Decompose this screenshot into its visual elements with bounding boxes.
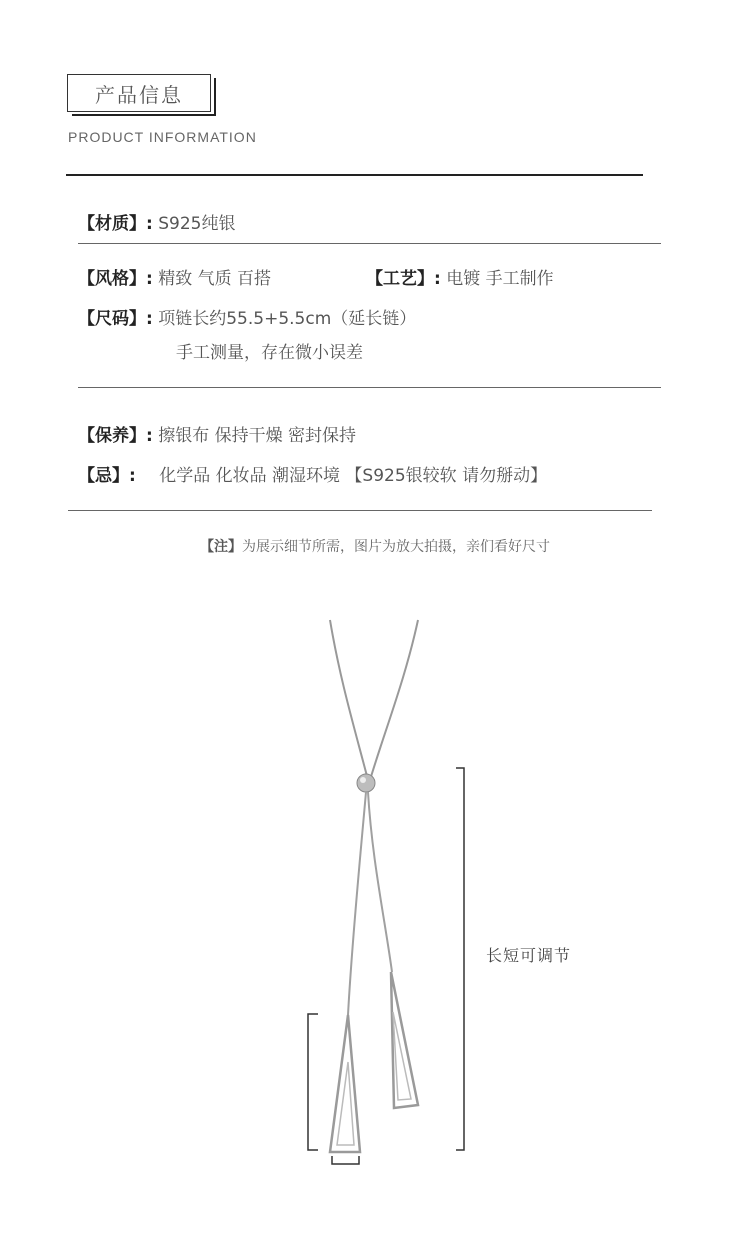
- size-value: 项链长约55.5+5.5cm（延长链）: [158, 309, 417, 329]
- avoid-label: 【忌】:: [78, 466, 136, 486]
- chain-right-upper: [370, 620, 418, 780]
- craft-label: 【工艺】:: [366, 269, 441, 289]
- spec-row-avoid: [78, 461, 547, 486]
- material-value: S925纯银: [158, 214, 236, 234]
- width-bracket-bottom: [332, 1156, 359, 1164]
- length-bracket-right: [456, 768, 464, 1150]
- chain-left-upper: [330, 620, 368, 780]
- section-subtitle: PRODUCT INFORMATION: [68, 129, 257, 145]
- material-label: 【材质】:: [78, 214, 153, 234]
- divider: [68, 510, 652, 511]
- note: [0, 536, 750, 556]
- style-label: 【风格】:: [78, 269, 153, 289]
- section-title: 产品信息: [95, 82, 183, 107]
- divider: [78, 243, 661, 244]
- section-title-box: [67, 74, 211, 112]
- style-value: 精致 气质 百搭: [158, 269, 272, 289]
- note-label: 【注】: [200, 539, 242, 555]
- chain-left-lower: [348, 792, 366, 1015]
- care-value: 擦银布 保持干燥 密封保持: [158, 426, 357, 446]
- spec-row-care: [78, 421, 356, 446]
- care-label: 【保养】:: [78, 426, 153, 446]
- note-text: 为展示细节所需，图片为放大拍摄，亲们看好尺寸: [242, 539, 550, 555]
- spec-row-size: [78, 304, 416, 329]
- spec-row-style: [78, 264, 271, 289]
- size-note-text: 手工测量，存在微小误差: [176, 343, 363, 363]
- spec-row-craft: [366, 264, 554, 289]
- spec-row-material: [78, 209, 235, 234]
- avoid-value: 化学品 化妆品 潮湿环境 【S925银较软 请勿掰动】: [159, 466, 548, 486]
- length-bracket-left: [308, 1014, 318, 1150]
- necklace-product-image: [0, 600, 750, 1242]
- size-label: 【尺码】:: [78, 309, 153, 329]
- divider: [78, 387, 661, 388]
- craft-value: 电镀 手工制作: [446, 269, 554, 289]
- bead-highlight: [360, 777, 366, 783]
- slider-bead: [357, 774, 375, 792]
- adjustable-length-label: 长短可调节: [486, 946, 572, 965]
- size-note: [176, 338, 363, 363]
- header-divider: [66, 174, 643, 176]
- chain-right-lower: [368, 792, 392, 972]
